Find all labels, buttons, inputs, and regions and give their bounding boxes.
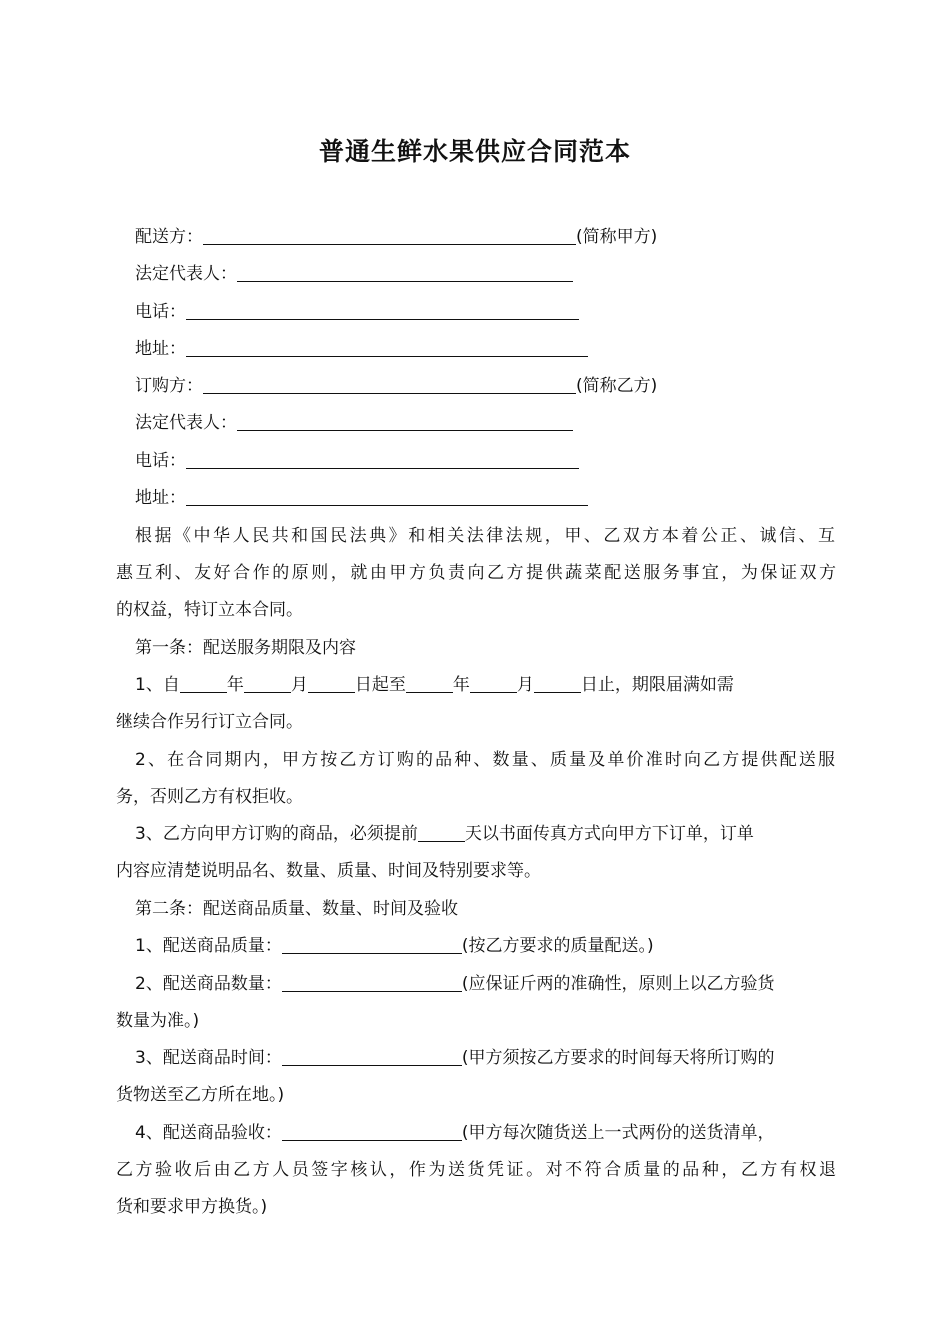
party-a-name-suffix: (简称甲方) [576, 227, 658, 247]
party-b-phone-label: 电话： [135, 451, 186, 471]
advance-notice-prefix: 3、乙方向甲方订购的商品，必须提前 [135, 824, 418, 844]
advance-days-blank[interactable] [418, 819, 465, 842]
end-day-blank[interactable] [534, 670, 581, 693]
time-suffix: (甲方须按乙方要求的时间每天将所订购的 [461, 1048, 775, 1068]
party-b-phone-line [135, 443, 855, 480]
article-1-item-3-line-2: 内容应清楚说明品名、数量、质量、时间及特别要求等。 [116, 861, 541, 881]
article-2-item-4-line-3: 货和要求甲方换货。) [116, 1197, 268, 1217]
end-year-blank[interactable] [406, 670, 453, 693]
acceptance-blank[interactable] [282, 1118, 462, 1141]
start-year-blank[interactable] [180, 670, 227, 693]
party-a-name-blank[interactable] [203, 222, 576, 245]
article-2-item-1-line [135, 928, 855, 965]
end-month-blank[interactable] [470, 670, 517, 693]
party-b-address-blank[interactable] [186, 483, 588, 506]
time-label: 3、配送商品时间： [135, 1048, 282, 1068]
time-blank[interactable] [282, 1043, 462, 1066]
start-day-blank[interactable] [308, 670, 355, 693]
start-year-label: 年 [226, 675, 244, 695]
party-b-name-suffix: (简称乙方) [576, 376, 658, 396]
article-1-item-2-line-1: 2、在合同期内，甲方按乙方订购的品种、数量、质量及单价准时向乙方提供配送服 [135, 750, 835, 770]
article-1-item-2-line-2: 务，否则乙方有权拒收。 [116, 787, 303, 807]
article-1-heading: 第一条：配送服务期限及内容 [135, 638, 356, 658]
preamble-line-1: 根据《中华人民共和国民法典》和相关法律法规，甲、乙双方本着公正、诚信、互 [135, 526, 835, 546]
party-b-name-line [135, 368, 855, 405]
quantity-blank[interactable] [282, 969, 462, 992]
article-2-item-4-line-1 [135, 1115, 855, 1152]
party-b-rep-blank[interactable] [237, 408, 573, 431]
acceptance-label: 4、配送商品验收： [135, 1123, 282, 1143]
start-month-label: 月 [290, 675, 308, 695]
article-2-item-3-line-1 [135, 1040, 855, 1077]
article-1-item-1-line-2: 继续合作另行订立合同。 [116, 712, 303, 732]
party-b-address-label: 地址： [135, 488, 186, 508]
preamble-line-2: 惠互利、友好合作的原则，就由甲方负责向乙方提供蔬菜配送服务事宜，为保证双方 [116, 563, 836, 583]
party-b-rep-label: 法定代表人： [135, 413, 237, 433]
party-b-rep-line [135, 405, 855, 442]
quality-blank[interactable] [282, 931, 462, 954]
document-title: 普通生鲜水果供应合同范本 [318, 137, 631, 166]
party-b-name-blank[interactable] [203, 371, 576, 394]
article-2-item-3-line-2: 货物送至乙方所在地。) [116, 1085, 285, 1105]
article-2-heading: 第二条：配送商品质量、数量、时间及验收 [135, 899, 458, 919]
term-start-prefix: 1、自 [135, 675, 180, 695]
party-a-phone-label: 电话： [135, 302, 186, 322]
quantity-suffix: (应保证斤两的准确性，原则上以乙方验货 [461, 974, 775, 994]
article-1-item-3-line-1 [135, 816, 855, 853]
quality-suffix: (按乙方要求的质量配送。) [461, 936, 654, 956]
party-b-phone-blank[interactable] [186, 446, 579, 469]
end-year-label: 年 [452, 675, 470, 695]
party-b-address-line [135, 480, 855, 517]
quality-label: 1、配送商品质量： [135, 936, 282, 956]
start-month-blank[interactable] [244, 670, 291, 693]
party-a-rep-line [135, 256, 855, 293]
article-2-item-2-line-1 [135, 966, 855, 1003]
party-a-rep-label: 法定代表人： [135, 264, 237, 284]
party-a-name-line [135, 219, 855, 256]
acceptance-suffix: (甲方每次随货送上一式两份的送货清单， [461, 1123, 775, 1143]
end-day-label: 日止，期限届满如需 [580, 675, 734, 695]
end-month-label: 月 [516, 675, 534, 695]
party-a-address-line [135, 331, 855, 368]
preamble-line-3: 的权益，特订立本合同。 [116, 600, 303, 620]
quantity-label: 2、配送商品数量： [135, 974, 282, 994]
party-a-name-label: 配送方： [135, 227, 203, 247]
start-day-label: 日起至 [354, 675, 406, 695]
party-a-phone-line [135, 294, 855, 331]
party-b-name-label: 订购方： [135, 376, 203, 396]
party-a-rep-blank[interactable] [237, 259, 573, 282]
party-a-address-label: 地址： [135, 339, 186, 359]
party-a-phone-blank[interactable] [186, 297, 579, 320]
article-2-item-2-line-2: 数量为准。) [116, 1011, 200, 1031]
advance-notice-suffix: 天以书面传真方式向甲方下订单，订单 [464, 824, 754, 844]
party-a-address-blank[interactable] [186, 334, 588, 357]
article-1-item-1-line-1 [135, 667, 855, 704]
article-2-item-4-line-2: 乙方验收后由乙方人员签字核认，作为送货凭证。对不符合质量的品种，乙方有权退 [116, 1160, 836, 1180]
